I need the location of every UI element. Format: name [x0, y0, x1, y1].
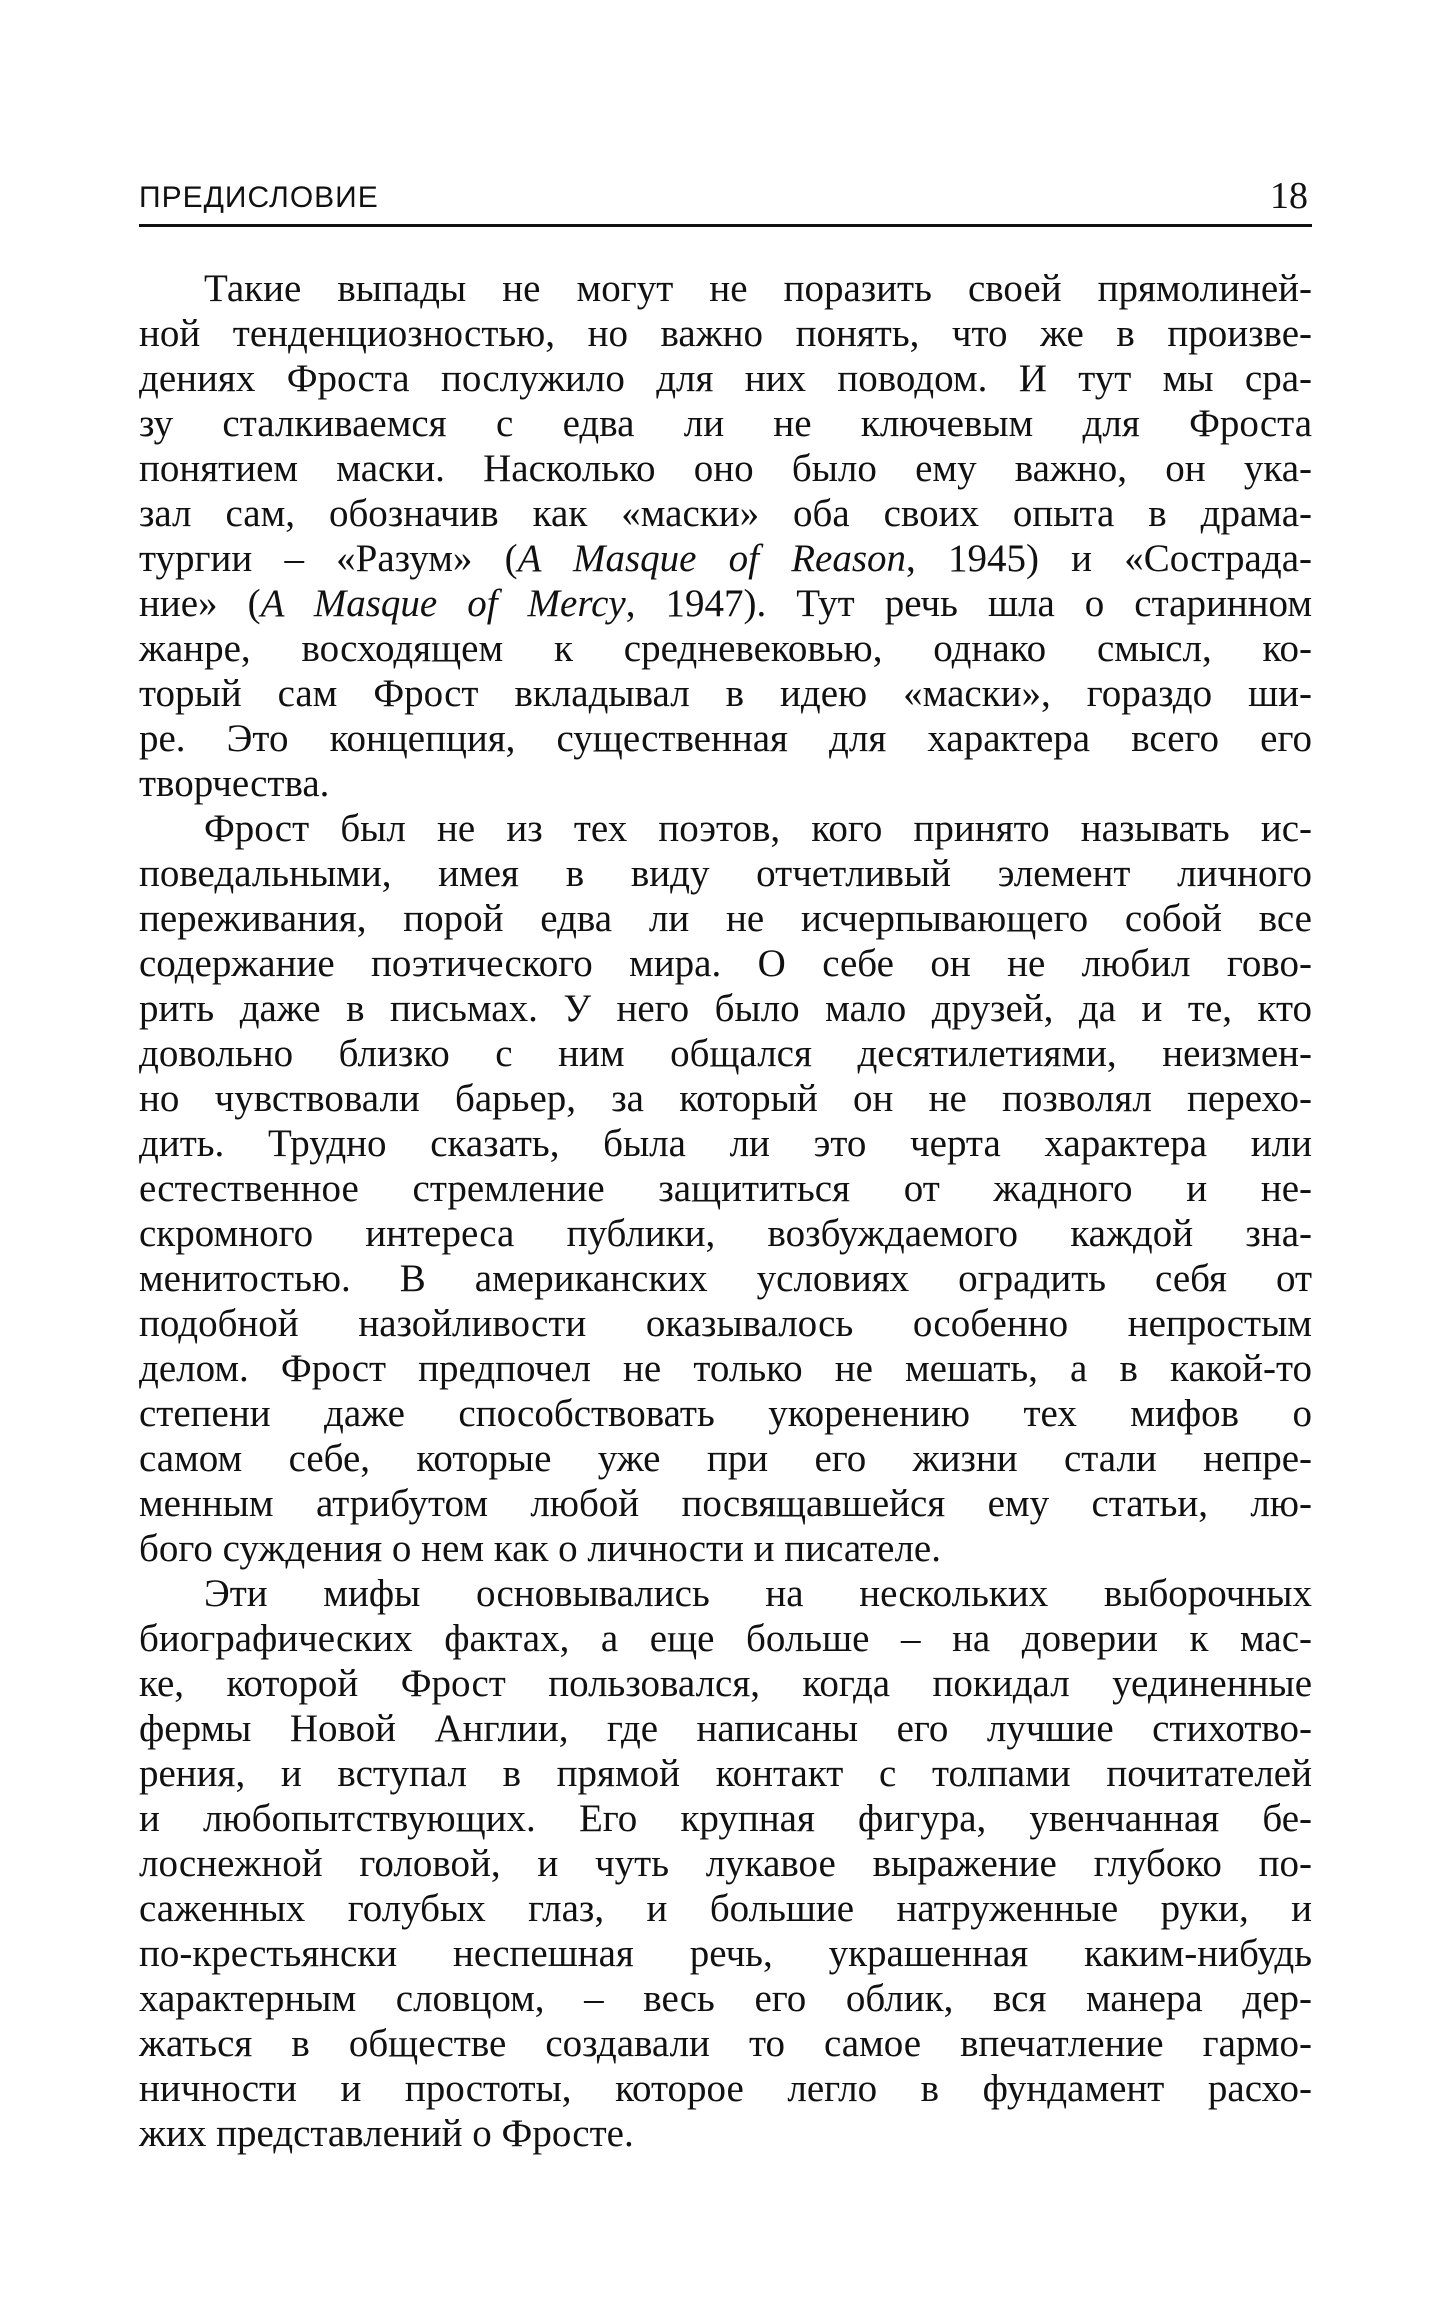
text-line — [139, 761, 1312, 806]
text-line — [139, 491, 1312, 536]
text-line — [139, 536, 1312, 581]
text-segment: жаться в обществе создавали то самое впечатление гармо- — [139, 2022, 1312, 2065]
text-line — [139, 1886, 1312, 1931]
running-head — [139, 172, 1312, 227]
text-line — [139, 1121, 1312, 1166]
text-segment: но чувствовали барьер, за который он не позволял перехо- — [139, 1077, 1312, 1120]
text-line — [139, 671, 1312, 716]
paragraph — [139, 266, 1312, 806]
text-line — [139, 2066, 1312, 2111]
text-segment: характерным словцом, – весь его облик, вся манера дер- — [139, 1977, 1312, 2020]
text-line — [139, 1661, 1312, 1706]
text-segment: торый сам Фрост вкладывал в идею «маски», гораздо ши- — [139, 672, 1312, 715]
text-line — [139, 1796, 1312, 1841]
text-segment: лоснежной головой, и чуть лукавое выражение глубоко по- — [139, 1842, 1312, 1885]
text-segment: подобной назойливости оказывалось особенно непростым — [139, 1302, 1312, 1345]
text-segment: дениях Фроста послужило для них поводом. И тут мы сра- — [139, 357, 1312, 400]
text-line — [139, 941, 1312, 986]
text-segment: довольно близко с ним общался десятилетиями, неизмен- — [139, 1032, 1312, 1075]
text-segment: естественное стремление защититься от жадного и не- — [139, 1167, 1312, 1210]
text-line — [139, 266, 1312, 311]
text-segment: дить. Трудно сказать, была ли это черта характера или — [139, 1122, 1312, 1165]
text-line — [139, 1301, 1312, 1346]
text-segment: ной тенденциозностью, но важно понять, что же в произве- — [139, 312, 1312, 355]
text-line — [139, 896, 1312, 941]
text-segment: бого суждения о нем как о личности и писателе. — [139, 1527, 941, 1570]
text-line — [139, 1616, 1312, 1661]
text-line — [139, 1031, 1312, 1076]
paragraph — [139, 1571, 1312, 2156]
text-line — [139, 401, 1312, 446]
text-line — [139, 1931, 1312, 1976]
text-line — [139, 1976, 1312, 2021]
text-line — [139, 1076, 1312, 1121]
text-segment: понятием маски. Насколько оно было ему важно, он ука- — [139, 447, 1312, 490]
italic-title: A Masque of Reason — [517, 537, 906, 580]
text-segment: зал сам, обозначив как «маски» оба своих опыта в драма- — [139, 492, 1312, 535]
text-line — [139, 446, 1312, 491]
text-segment: биографических фактах, а еще больше – на доверии к мас- — [139, 1617, 1312, 1660]
text-segment: Эти мифы основывались на нескольких выборочных — [204, 1572, 1312, 1615]
text-line — [139, 2021, 1312, 2066]
text-line — [139, 356, 1312, 401]
text-segment: менитостью. В американских условиях оградить себя от — [139, 1257, 1312, 1300]
italic-title: A Masque of Mercy — [260, 582, 626, 625]
text-segment: Фрост был не из тех поэтов, кого принято называть ис- — [204, 807, 1312, 850]
text-segment: по-крестьянски неспешная речь, украшенная каким-нибудь — [139, 1932, 1312, 1975]
text-line — [139, 1436, 1312, 1481]
text-segment: переживания, порой едва ли не исчерпывающего собой все — [139, 897, 1312, 940]
text-line — [139, 986, 1312, 1031]
running-head-title: ПРЕДИСЛОВИЕ — [139, 181, 379, 214]
text-segment: жих представлений о Фросте. — [139, 2112, 634, 2155]
text-line — [139, 1346, 1312, 1391]
text-segment: рить даже в письмах. У него было мало друзей, да и те, кто — [139, 987, 1312, 1030]
text-segment: ничности и простоты, которое легло в фундамент расхо- — [139, 2067, 1312, 2110]
text-line — [139, 716, 1312, 761]
text-line — [139, 581, 1312, 626]
text-segment: ре. Это концепция, существенная для характера всего его — [139, 717, 1312, 760]
text-line — [139, 1526, 1312, 1571]
text-segment: рения, и вступал в прямой контакт с толпами почитателей — [139, 1752, 1312, 1795]
text-segment: поведальными, имея в виду отчетливый элемент личного — [139, 852, 1312, 895]
text-line — [139, 1571, 1312, 1616]
text-segment: ние» ( — [139, 582, 261, 625]
text-segment: скромного интереса публики, возбуждаемого каждой зна- — [139, 1212, 1312, 1255]
page-number: 18 — [1270, 175, 1308, 217]
text-segment: , 1947). Тут речь шла о старинном — [625, 582, 1312, 625]
body-text — [139, 266, 1312, 2156]
text-segment: менным атрибутом любой посвящавшейся ему статьи, лю- — [139, 1482, 1312, 1525]
text-segment: , 1945) и «Сострада- — [906, 537, 1312, 580]
text-segment: делом. Фрост предпочел не только не мешать, а в какой-то — [139, 1347, 1312, 1390]
text-line — [139, 1211, 1312, 1256]
text-line — [139, 1391, 1312, 1436]
paragraph — [139, 806, 1312, 1571]
text-segment: творчества. — [139, 762, 330, 805]
text-segment: содержание поэтического мира. О себе он не любил гово- — [139, 942, 1312, 985]
text-line — [139, 311, 1312, 356]
text-line — [139, 1706, 1312, 1751]
text-segment: Такие выпады не могут не поразить своей прямолиней- — [204, 267, 1312, 310]
text-segment: тургии – «Разум» ( — [139, 537, 518, 580]
text-line — [139, 1166, 1312, 1211]
text-segment: фермы Новой Англии, где написаны его лучшие стихотво- — [139, 1707, 1312, 1750]
text-segment: самом себе, которые уже при его жизни стали непре- — [139, 1437, 1312, 1480]
text-line — [139, 2111, 1312, 2156]
text-segment: жанре, восходящем к средневековью, однако смысл, ко- — [139, 627, 1312, 670]
text-segment: степени даже способствовать укоренению тех мифов о — [139, 1392, 1312, 1435]
text-segment: саженных голубых глаз, и большие натруженные руки, и — [139, 1887, 1312, 1930]
text-line — [139, 1751, 1312, 1796]
text-line — [139, 851, 1312, 896]
text-segment: и любопытствующих. Его крупная фигура, увенчанная бе- — [139, 1797, 1312, 1840]
text-segment: зу сталкиваемся с едва ли не ключевым для Фроста — [139, 402, 1312, 445]
text-line — [139, 1481, 1312, 1526]
text-segment: ке, которой Фрост пользовался, когда покидал уединенные — [139, 1662, 1312, 1705]
text-line — [139, 806, 1312, 851]
text-line — [139, 626, 1312, 671]
text-line — [139, 1256, 1312, 1301]
text-line — [139, 1841, 1312, 1886]
